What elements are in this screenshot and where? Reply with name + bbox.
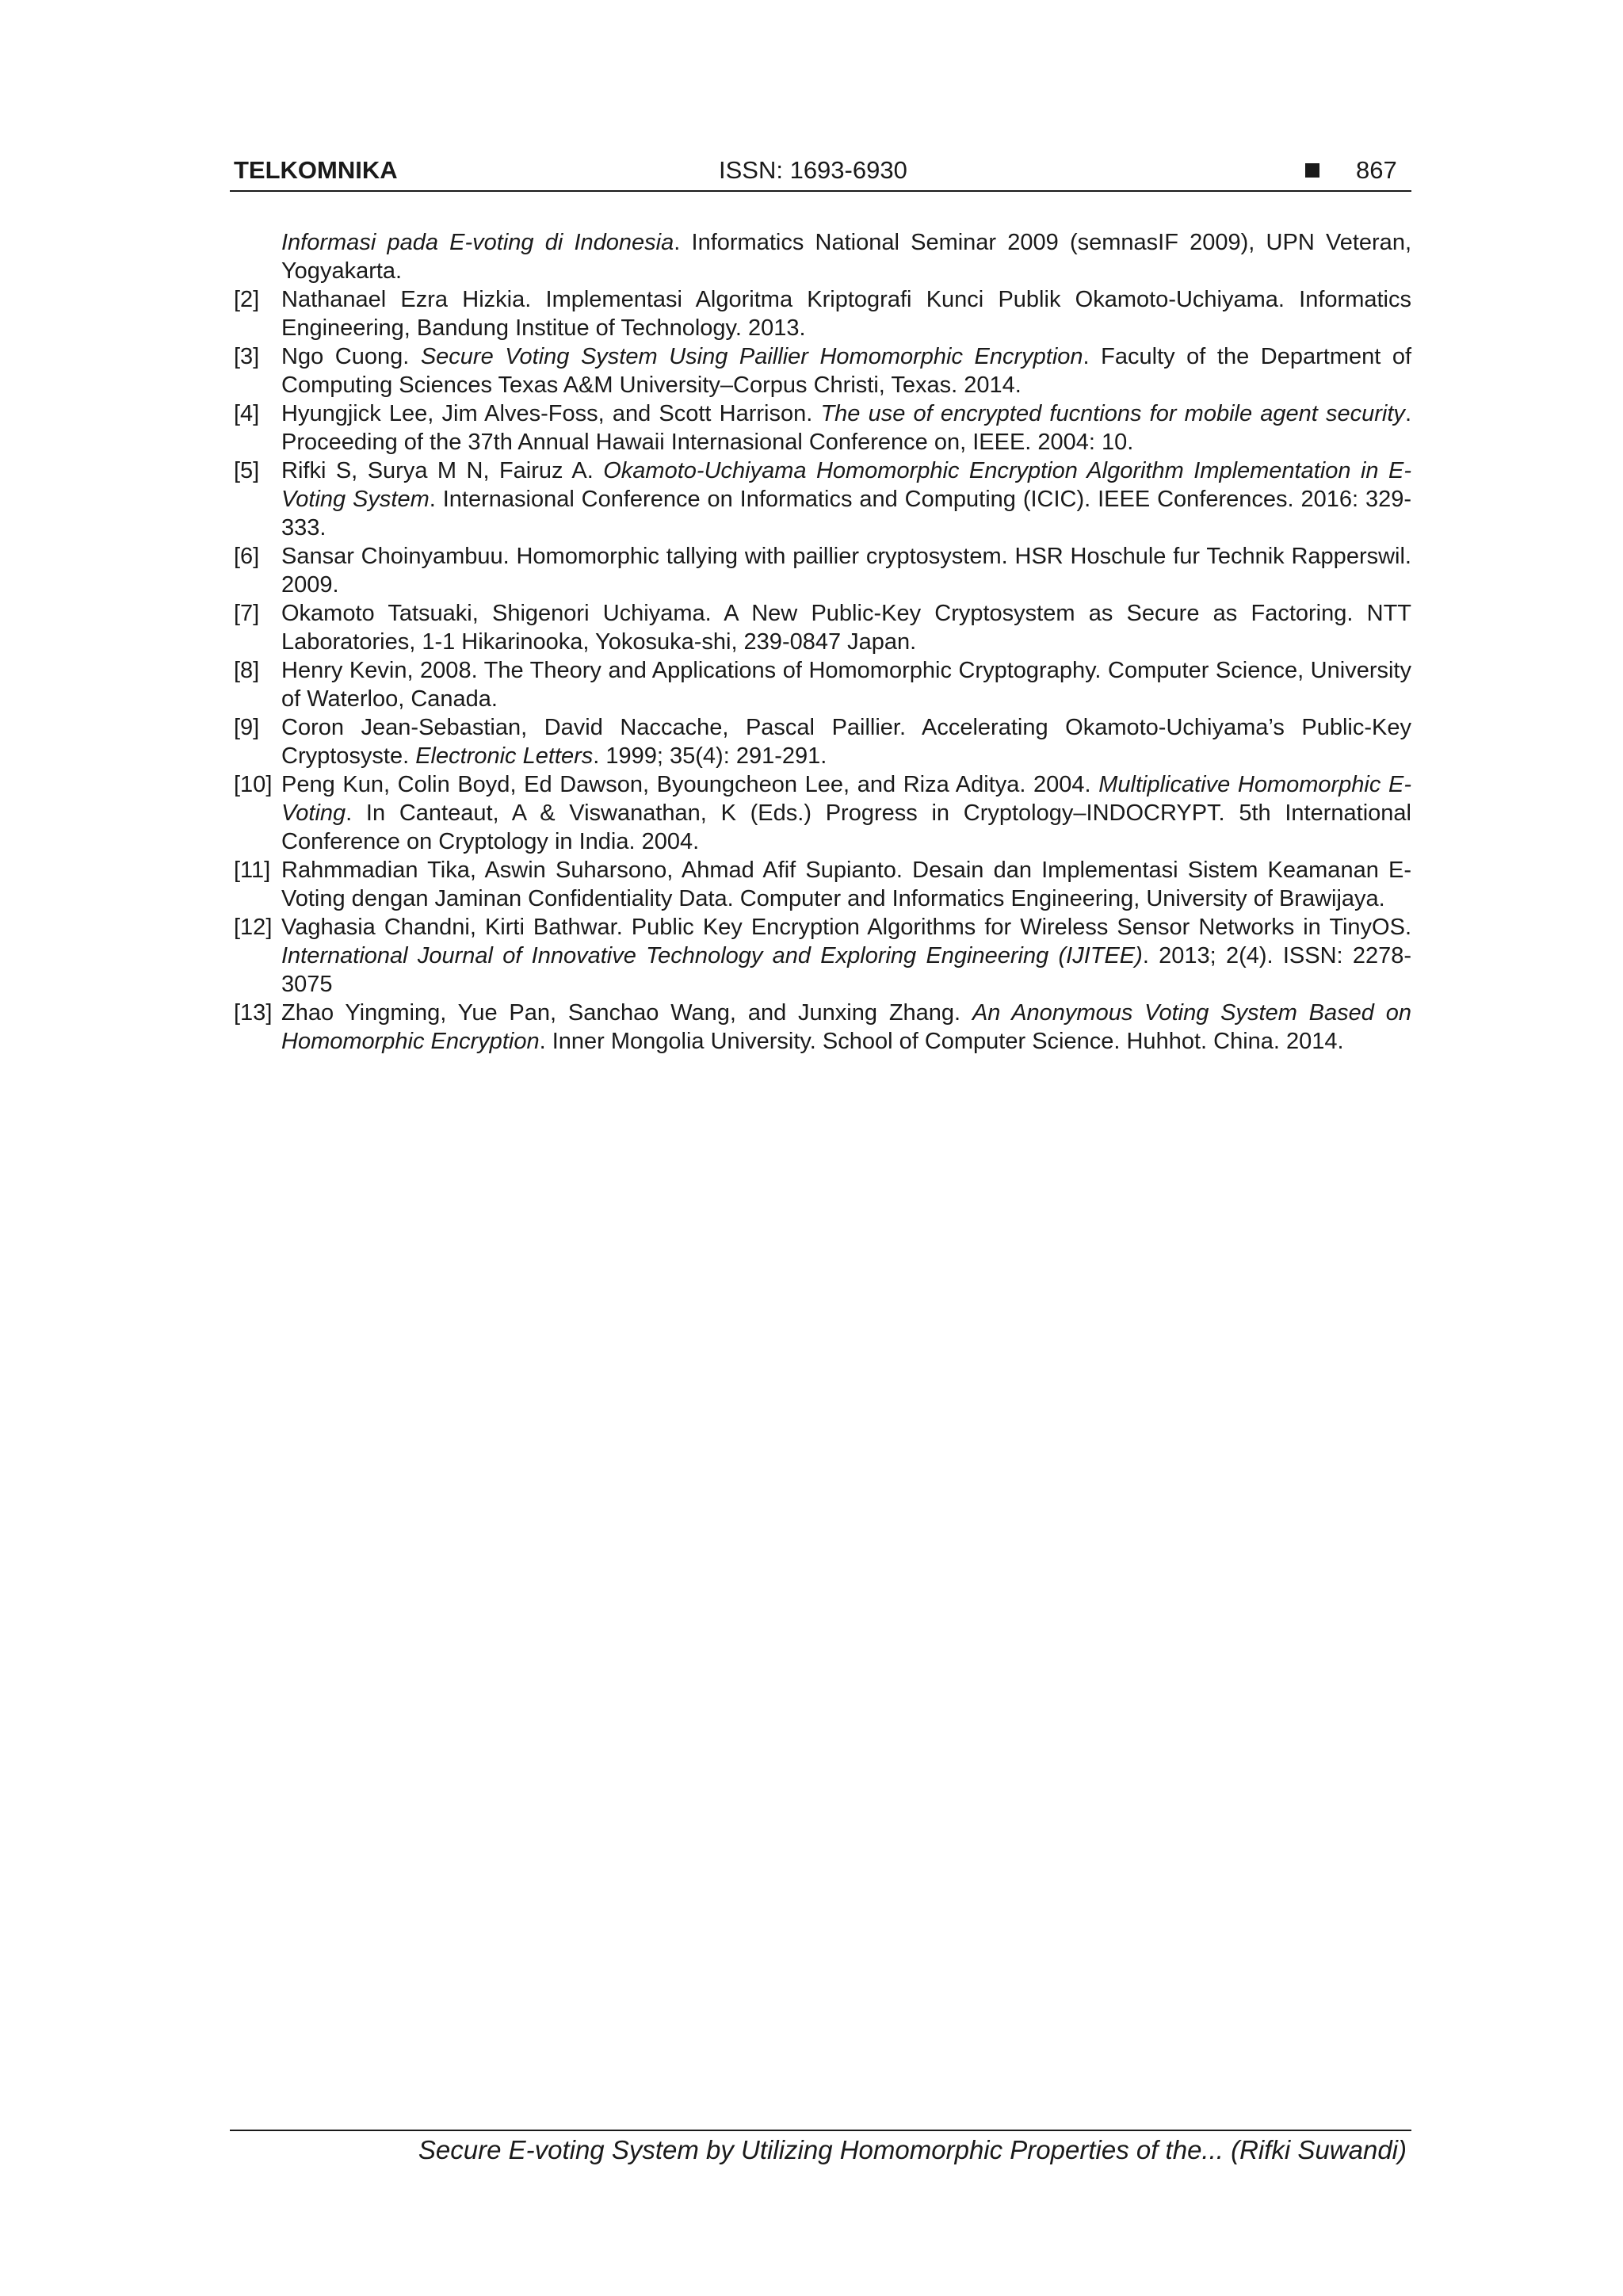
reference-title-italic: Electronic Letters [415,743,594,769]
running-header [230,153,1411,191]
reference-list [230,228,1411,1056]
reference-text-segment: Sansar Choinyambuu. Homomorphic tallying with paillier cryptosystem. HSR Hoschule fur Technik Rapperswil. 2009. [281,544,1411,598]
reference-item [230,285,1411,342]
reference-item [230,542,1411,599]
reference-item [230,399,1411,457]
reference-title-italic: The use of encrypted fucntions for mobile agent security [820,401,1405,426]
reference-title-italic: Informasi pada E-voting di Indonesia [281,230,674,255]
reference-title-italic: An Anonymous Voting System Based on Homomorphic Encryption [281,1000,1412,1054]
reference-number: [12] [234,915,273,940]
reference-item [230,770,1411,856]
reference-title-italic: International Journal of Innovative Technology and Exploring Engineering (IJITEE) [281,943,1143,968]
reference-number: [9] [234,715,260,740]
reference-text-segment: Coron Jean-Sebastian, David Naccache, Pascal Paillier. Accelerating Okamoto-Uchiyama’s Public-Key Cryptosyste. [281,715,1411,769]
reference-text [281,713,1411,770]
issn-label: ISSN: 1693-6930 [719,156,907,184]
reference-item [230,999,1411,1056]
reference-number: [8] [234,658,260,683]
square-bullet-icon [1305,163,1319,178]
reference-text [281,770,1411,856]
reference-text [281,342,1411,399]
running-footer: Secure E-voting System by Utilizing Homomorphic Properties of the... (Rifki Suwandi) [418,2135,1407,2164]
reference-item [230,856,1411,913]
reference-number: [3] [234,344,260,369]
reference-number: [6] [234,544,260,569]
header-divider [230,190,1411,192]
page-number: 867 [1356,156,1397,184]
reference-text [281,228,1411,285]
reference-text [281,856,1411,913]
reference-text [281,999,1411,1056]
reference-text [281,399,1411,457]
reference-text-segment: Rifki S, Surya M N, Fairuz A. [281,458,604,483]
reference-item [230,913,1411,999]
footer-divider [230,2130,1411,2131]
reference-text-segment: Nathanael Ezra Hizkia. Implementasi Algoritma Kriptografi Kunci Publik Okamoto-Uchiyama. Informatics Engineering, Bandung Institue of Technology. 2013. [281,287,1411,341]
reference-text-segment: . Faculty of the Department of Computing Sciences Texas A&M University–Corpus Christi, Texas. 2014. [281,344,1412,398]
reference-text [281,542,1411,599]
reference-number: [10] [234,772,273,797]
reference-item [230,457,1411,542]
reference-number: [13] [234,1000,273,1026]
reference-number: [7] [234,601,260,626]
reference-text-segment: . In Canteaut, A & Viswanathan, K (Eds.) Progress in Cryptology–INDOCRYPT. 5th International Conference on Cryptology in India. 2004. [281,800,1411,854]
reference-text-segment: Vaghasia Chandni, Kirti Bathwar. Public Key Encryption Algorithms for Wireless Sensor Networks in TinyOS. [281,915,1411,940]
reference-title-italic: Multiplicative Homomorphic E-Voting [281,772,1411,826]
reference-text-segment: Henry Kevin, 2008. The Theory and Applications of Homomorphic Cryptography. Computer Science, University of Waterloo, Canada. [281,658,1411,712]
reference-text [281,457,1411,542]
journal-name: TELKOMNIKA [234,156,398,184]
reference-title-italic: Secure Voting System Using Paillier Homomorphic Encryption [420,344,1083,369]
reference-number: [5] [234,458,260,483]
reference-text-segment: Okamoto Tatsuaki, Shigenori Uchiyama. A New Public-Key Cryptosystem as Secure as Factoring. NTT Laboratories, 1-1 Hikarinooka, Yokosuka-shi, 239-0847 Japan. [281,601,1411,655]
reference-text-segment: Hyungjick Lee, Jim Alves-Foss, and Scott Harrison. [281,401,821,426]
reference-text-segment: . Inner Mongolia University. School of Computer Science. Huhhot. China. 2014. [539,1029,1344,1054]
reference-number: [11] [234,858,271,883]
reference-item [230,599,1411,656]
reference-number: [4] [234,401,260,426]
reference-item [230,228,1411,285]
reference-text-segment: . 2013; 2(4). ISSN: 2278-3075 [281,943,1411,997]
reference-text [281,599,1411,656]
reference-text [281,913,1411,999]
reference-text-segment: Peng Kun, Colin Boyd, Ed Dawson, Byoungcheon Lee, and Riza Aditya. 2004. [281,772,1099,797]
reference-text-segment: . Informatics National Seminar 2009 (semnasIF 2009), UPN Veteran, Yogyakarta. [281,230,1411,284]
reference-item [230,713,1411,770]
reference-text-segment: Rahmmadian Tika, Aswin Suharsono, Ahmad Afif Supianto. Desain dan Implementasi Sistem Keamanan E-Voting dengan Jaminan Confidentiality Data. Computer and Informatics Engineering, University of Brawijaya. [281,858,1411,911]
reference-number: [2] [234,287,260,312]
reference-text-segment: Ngo Cuong. [281,344,421,369]
reference-item [230,342,1411,399]
reference-item [230,656,1411,713]
reference-text-segment: . 1999; 35(4): 291-291. [593,743,827,769]
reference-text [281,285,1411,342]
reference-text-segment: Zhao Yingming, Yue Pan, Sanchao Wang, and Junxing Zhang. [281,1000,972,1026]
reference-text-segment: . Proceeding of the 37th Annual Hawaii Internasional Conference on, IEEE. 2004: 10. [281,401,1411,455]
reference-text-segment: . Internasional Conference on Informatics and Computing (ICIC). IEEE Conferences. 2016: 329-333. [281,487,1411,541]
reference-title-italic: Okamoto-Uchiyama Homomorphic Encryption Algorithm Implementation in E-Voting System [281,458,1411,512]
reference-text [281,656,1411,713]
